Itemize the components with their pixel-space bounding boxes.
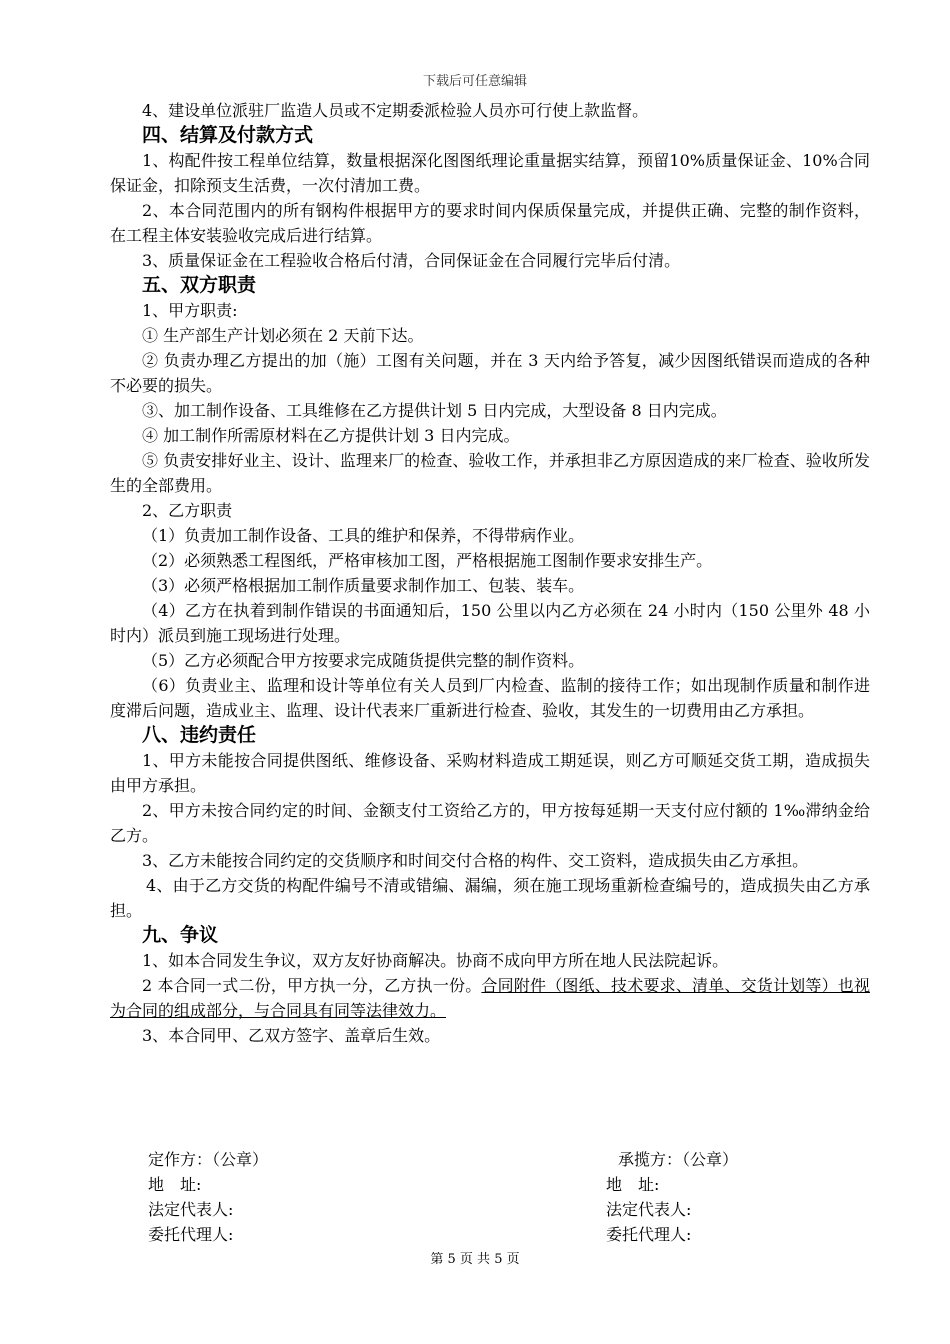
s8-paragraph-3: 3、乙方未能按合同约定的交货顺序和时间交付合格的构件、交工资料，造成损失由乙方承担。 — [142, 851, 809, 870]
s8-paragraph-4: 4、由于乙方交货的构配件编号不清或错编、漏编，须在施工现场重新检查编号的，造成损失由乙方承担。 — [110, 876, 870, 920]
s5-a-item-2: ② 负责办理乙方提出的加（施）工图有关问题，并在 3 天内给予答复，减少因图纸错误而造成的各种不必要的损失。 — [110, 351, 870, 395]
s5-b-item-5: （5）乙方必须配合甲方按要求完成随货提供完整的制作资料。 — [142, 651, 585, 670]
left-address-label: 地 址: — [148, 1175, 202, 1194]
s4-paragraph-1: 1、构配件按工程单位结算，数量根据深化图图纸理论重量据实结算，预留10%质量保证金、10%合同保证金，扣除预支生活费，一次付清加工费。 — [110, 151, 870, 195]
s8-paragraph-1: 1、甲方未能按合同提供图纸、维修设备、采购材料造成工期延误，则乙方可顺延交货工期，造成损失由甲方承担。 — [110, 751, 870, 795]
s8-paragraph-2: 2、甲方未按合同约定的时间、金额支付工资给乙方的，甲方按每延期一天支付应付额的 1‰滞纳金给乙方。 — [110, 801, 870, 845]
section-4-title: 四、结算及付款方式 — [142, 124, 314, 146]
s9-attachment-clause: 合同附件（图纸、技术要求、清单、交货计划等）也视为合同的组成部分，与合同具有同等法律效力。 — [110, 976, 870, 1020]
right-agent-label: 委托代理人: — [606, 1225, 692, 1244]
s5-b-item-2: （2）必须熟悉工程图纸，严格审核加工图，严格根据施工图制作要求安排生产。 — [142, 551, 713, 570]
s9-paragraph-2-text: 2 本合同一式二份，甲方执一分，乙方执一份。 — [142, 976, 482, 995]
s5-b-item-4: （4）乙方在执着到制作错误的书面通知后，150 公里以内乙方必须在 24 小时内（150 公里外 48 小时内）派员到施工现场进行处理。 — [110, 601, 870, 645]
s5-party-b-heading: 2、乙方职责 — [142, 501, 233, 520]
s5-a-item-3: ③、加工制作设备、工具维修在乙方提供计划 5 日内完成，大型设备 8 日内完成。 — [142, 401, 727, 420]
right-address-label: 地 址: — [606, 1175, 660, 1194]
signature-right-column — [606, 1147, 738, 1247]
page-footer: 第 5 页 共 5 页 — [430, 1252, 520, 1267]
s5-a-item-4: ④ 加工制作所需原材料在乙方提供计划 3 日内完成。 — [142, 426, 520, 445]
s9-paragraph-3: 3、本合同甲、乙双方签字、盖章后生效。 — [142, 1026, 441, 1045]
section-8-title: 八、违约责任 — [142, 724, 257, 746]
s9-paragraph-2 — [110, 973, 870, 1023]
s5-party-a-heading: 1、甲方职责: — [142, 301, 238, 320]
left-agent-label: 委托代理人: — [148, 1225, 234, 1244]
s4-paragraph-3: 3、质量保证金在工程验收合格后付清，合同保证金在合同履行完毕后付清。 — [142, 251, 681, 270]
s4-paragraph-2: 2、本合同范围内的所有钢构件根据甲方的要求时间内保质保量完成，并提供正确、完整的制作资料，在工程主体安装验收完成后进行结算。 — [110, 201, 870, 245]
page-header: 下载后可任意编辑 — [422, 74, 527, 89]
s5-b-item-3: （3）必须严格根据加工制作质量要求制作加工、包装、装车。 — [142, 576, 585, 595]
s5-a-item-5: ⑤ 负责安排好业主、设计、监理来厂的检查、验收工作，并承担非乙方原因造成的来厂检查、验收所发生的全部费用。 — [110, 451, 870, 495]
s5-b-item-6: （6）负责业主、监理和设计等单位有关人员到厂内检查、监制的接待工作；如出现制作质量和制作进度滞后问题，造成业主、监理、设计代表来厂重新进行检查、验收，其发生的一切费用由乙方承担。 — [110, 676, 870, 720]
right-party-label: 承揽方：（公章） — [618, 1150, 739, 1169]
s9-paragraph-1: 1、如本合同发生争议，双方友好协商解决。协商不成向甲方所在地人民法院起诉。 — [142, 951, 729, 970]
left-party-label: 定作方：（公章） — [148, 1150, 269, 1169]
s5-a-item-1: ① 生产部生产计划必须在 2 天前下达。 — [142, 326, 424, 345]
section-5-title: 五、双方职责 — [142, 274, 257, 296]
signature-left-column — [148, 1147, 268, 1247]
paragraph-supervision: 4、建设单位派驻厂监造人员或不定期委派检验人员亦可行使上款监督。 — [142, 101, 649, 120]
document-body — [110, 98, 870, 1048]
left-legal-rep-label: 法定代表人: — [148, 1200, 234, 1219]
right-legal-rep-label: 法定代表人: — [606, 1200, 692, 1219]
s5-b-item-1: （1）负责加工制作设备、工具的维护和保养，不得带病作业。 — [142, 526, 585, 545]
section-9-title: 九、争议 — [142, 924, 219, 946]
